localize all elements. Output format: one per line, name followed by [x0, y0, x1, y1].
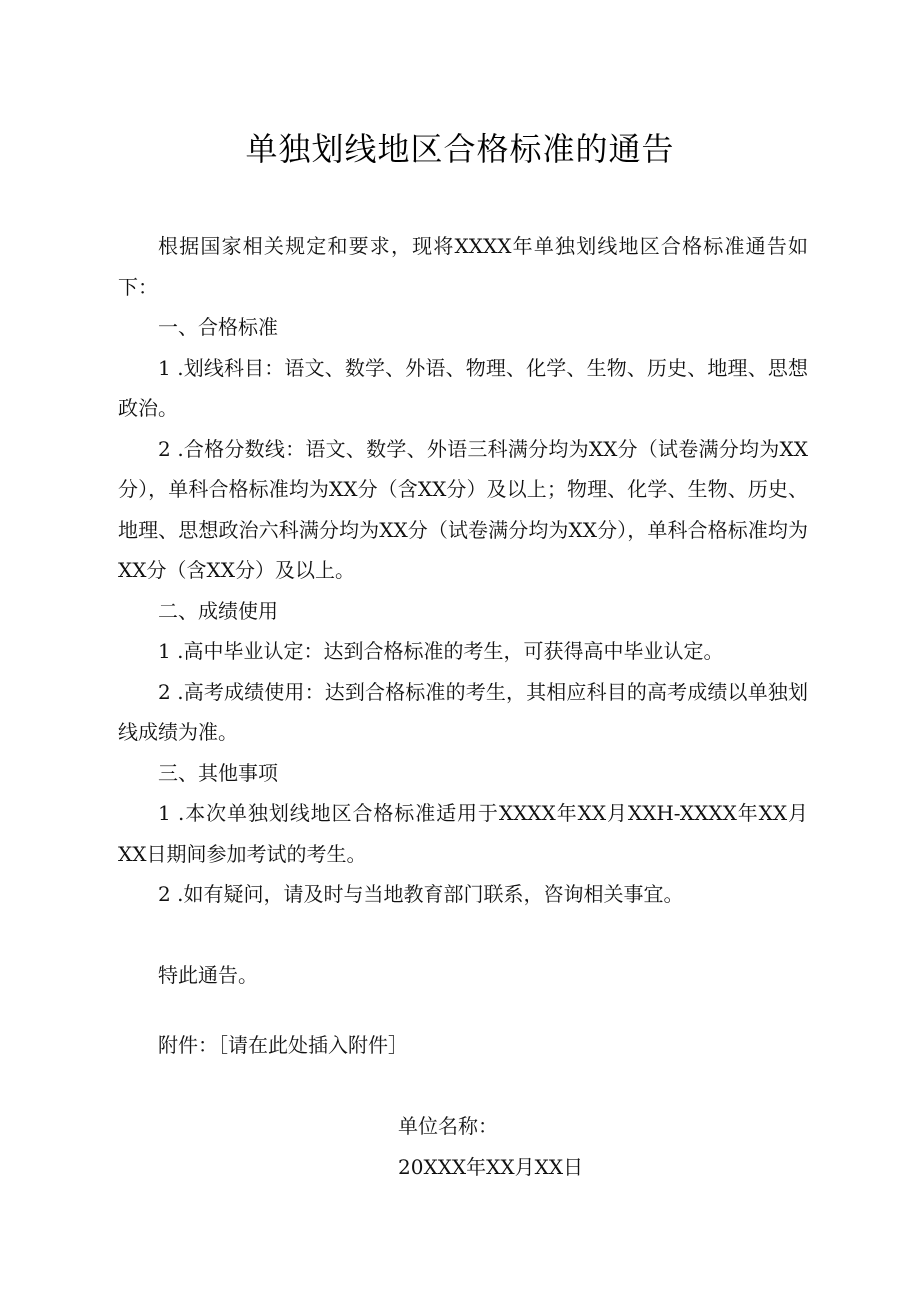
document-title: 单独划线地区合格标准的通告 — [245, 130, 675, 168]
section-heading-3: 三、其他事项 — [158, 760, 278, 785]
signature-date: 20XXX年XX月XX日 — [398, 1154, 584, 1179]
section-2-item-1: 1 .高中毕业认定：达到合格标准的考生，可获得高中毕业认定。 — [158, 639, 724, 663]
unit-name-label: 单位名称： — [398, 1114, 498, 1138]
section-1-item-2: 2 .合格分数线：语文、数学、外语三科满分均为XX分（试卷满分均为XX分），单科合格标准均为XX分（含XX分）及以上；物理、化学、生物、历史、地理、思想政治六科满分均为XX分（试卷满分均为XX分），单科合格标准均为XX分（含XX分）及以上。 — [118, 436, 808, 582]
closing-line: 特此通告。 — [158, 962, 258, 987]
attachment-line: 附件：［请在此处插入附件］ — [158, 1033, 408, 1057]
section-2-item-2: 2 .高考成绩使用：达到合格标准的考生，其相应科目的高考成绩以单独划线成绩为准。 — [118, 679, 808, 744]
spacer — [118, 915, 808, 955]
document-body — [118, 226, 808, 1066]
section-3-item-2: 2 .如有疑问，请及时与当地教育部门联系，咨询相关事宜。 — [158, 882, 684, 906]
spacer — [118, 995, 808, 1025]
section-3-item-1: 1 .本次单独划线地区合格标准适用于XXXX年XX月XXH-XXXX年XX月XX日期间参加考试的考生。 — [118, 801, 808, 866]
section-heading-2: 二、成绩使用 — [158, 598, 278, 623]
intro-paragraph: 根据国家相关规定和要求，现将XXXX年单独划线地区合格标准通告如下： — [118, 234, 808, 299]
section-1-item-1: 1 .划线科目：语文、数学、外语、物理、化学、生物、历史、地理、思想政治。 — [118, 355, 808, 420]
signature-block — [398, 1106, 583, 1187]
section-heading-1: 一、合格标准 — [158, 315, 278, 339]
